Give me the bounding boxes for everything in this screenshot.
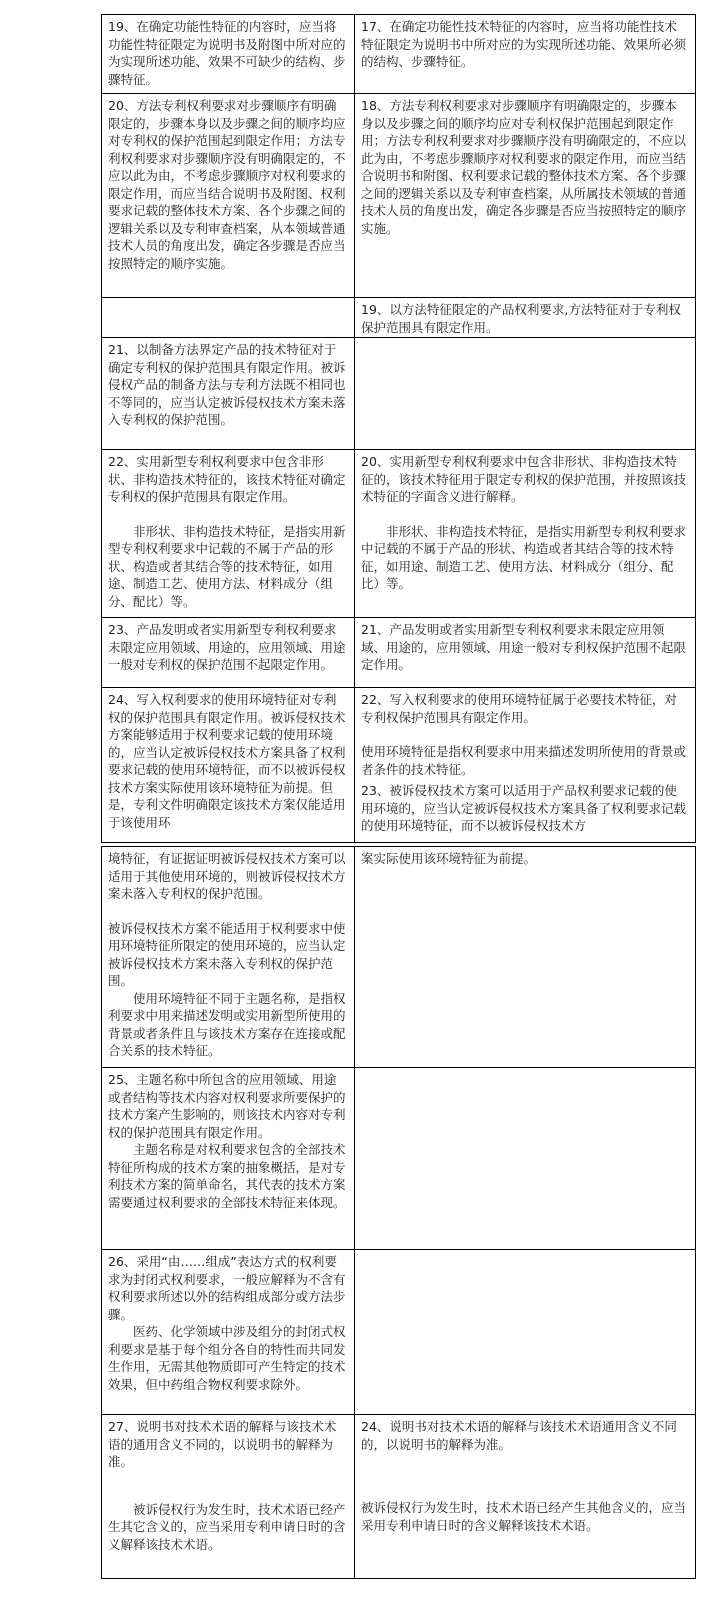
right-cell — [355, 15, 695, 93]
right-cell — [355, 298, 695, 337]
left-paragraph: 25、主题名称中所包含的应用领域、用途或者结构等技术内容对权利要求所要保护的技术方案产生影响的，则该技术内容对专利权的保护范围具有限定作用。 — [108, 1072, 346, 1140]
right-paragraph: 使用环境特征是指权利要求中用来描述发明所使用的背景或者条件的技术特征。 — [361, 744, 687, 777]
right-cell — [355, 1415, 695, 1578]
left-paragraph: 19、在确定功能性特征的内容时，应当将功能性特征限定为说明书及附图中所对应的为实现所述功能、效果不可缺少的结构、步骤特征。 — [108, 19, 346, 87]
right-paragraph: 案实际使用该环境特征为前提。 — [361, 851, 537, 866]
left-paragraph: 被诉侵权技术方案不能适用于权利要求中使用环境特征所限定的使用环境的，应当认定被诉侵权技术方案未落入专利权的保护范围。 — [108, 920, 346, 988]
left-cell — [102, 338, 355, 449]
left-paragraph: 24、写入权利要求的使用环境特征对专利权的保护范围具有限定作用。被诉侵权技术方案能够适用于权利要求记载的使用环境的，应当认定被诉侵权技术方案具备了权利要求记载的使用环境特征，而不以被诉侵权技术方案实际使用该环境特征为前提。但是，专利文件明确限定该技术方案仅能适用于该使用环 — [108, 692, 346, 830]
left-paragraph: 21、以制备方法界定产品的技术特征对于确定专利权的保护范围具有限定作用。被诉侵权产品的制备方法与专利方法既不相同也不等同的，应当认定被诉侵权技术方案未落入专利权的保护范围。 — [108, 342, 346, 427]
left-paragraph: 26、采用“由……组成”表达方式的权利要求为封闭式权利要求，一般应解释为不含有权利要求所述以外的结构组成部分或方法步骤。 — [108, 1254, 346, 1322]
right-cell — [355, 688, 695, 842]
right-paragraph: 18、方法专利权利要求对步骤顺序有明确限定的，步骤本身以及步骤之间的顺序均应对专利权保护范围起到限定作用；方法专利权利要求对步骤顺序没有明确限定的，不应以此为由，不考虑步骤顺序对权利要求的限定作用，而应当结合说明书和附图、权利要求记载的整体技术方案、各个步骤之间的逻辑关系以及专利审查档案，从所属技术领域的普通技术人员的角度出发，确定各步骤是否应当按照特定的顺序实施。 — [361, 98, 687, 236]
table-row — [102, 297, 695, 337]
left-paragraph: 境特征，有证据证明被诉侵权技术方案可以适用于其他使用环境的，则被诉侵权技术方案未落入专利权的保护范围。 — [108, 851, 346, 901]
left-cell — [102, 450, 355, 617]
right-paragraph: 20、实用新型专利权利要求中包含非形状、非构造技术特征的，该技术特征用于限定专利权的保护范围，并按照该技术特征的字面含义进行解释。 — [361, 454, 687, 504]
table-row — [102, 1249, 695, 1414]
left-paragraph: 非形状、非构造技术特征，是指实用新型专利权利要求中记载的不属于产品的形状、构造或者其结合等的技术特征，如用途、制造工艺、使用方法、材料成分（组分、配比）等。 — [108, 523, 346, 609]
comparison-table-part-2 — [101, 846, 696, 1579]
table-row — [102, 449, 695, 617]
table-row — [102, 1414, 695, 1578]
right-cell-empty — [355, 338, 695, 449]
right-paragraph: 21、产品发明或者实用新型专利权利要求未限定应用领域、用途的，应用领域、用途一般对专利权保护范围不起限定作用。 — [361, 622, 687, 672]
right-paragraph: 23、被诉侵权技术方案可以适用于产品权利要求记载的使用环境的，应当认定被诉侵权技术方案具备了权利要求记载的使用环境特征，而不以被诉侵权技术方 — [361, 783, 687, 833]
left-paragraph: 使用环境特征不同于主题名称，是指权利要求中用来描述发明或实用新型所使用的背景或者条件且与该技术方案存在连接或配合关系的技术特征。 — [108, 990, 346, 1058]
right-paragraph: 19、以方法特征限定的产品权利要求,方法特征对于专利权保护范围具有限定作用。 — [361, 302, 681, 335]
right-cell — [355, 450, 695, 617]
left-paragraph: 22、实用新型专利权利要求中包含非形状、非构造技术特征的，该技术特征对确定专利权的保护范围具有限定作用。 — [108, 454, 346, 504]
right-paragraph: 被诉侵权行为发生时，技术术语已经产生其他含义的，应当采用专利申请日时的含义解释该技术术语。 — [361, 1500, 687, 1533]
left-cell — [102, 15, 355, 93]
left-cell — [102, 1415, 355, 1578]
right-cell-empty — [355, 1068, 695, 1249]
right-paragraph: 非形状、非构造技术特征，是指实用新型专利权利要求中记载的不属于产品的形状、构造或者其结合等的技术特征，如用途、制造工艺、使用方法、材料成分（组分、配比）等。 — [361, 523, 687, 591]
left-cell — [102, 94, 355, 297]
left-paragraph: 医药、化学领域中涉及组分的封闭式权利要求是基于每个组分各自的特性而共同发生作用，无需其他物质即可产生特定的技术效果，但中药组合物权利要求除外。 — [108, 1324, 346, 1392]
left-paragraph: 27、说明书对技术术语的解释与该技术术语的通用含义不同的，以说明书的解释为准。 — [108, 1419, 337, 1469]
left-paragraph: 被诉侵权行为发生时，技术术语已经产生其它含义的，应当采用专利申请日时的含义解释该技术术语。 — [108, 1501, 346, 1552]
left-cell — [102, 847, 355, 1067]
right-paragraph: 22、写入权利要求的使用环境特征属于必要技术特征，对专利权保护范围具有限定作用。 — [361, 692, 677, 725]
table-row — [102, 337, 695, 449]
right-paragraph: 24、说明书对技术术语的解释与该技术术语通用含义不同的，以说明书的解释为准。 — [361, 1419, 677, 1452]
table-row — [102, 15, 695, 93]
right-cell — [355, 847, 695, 1067]
table-row — [102, 847, 695, 1067]
left-cell — [102, 618, 355, 687]
left-cell — [102, 1250, 355, 1414]
left-cell-empty — [102, 298, 355, 337]
right-paragraph: 17、在确定功能性技术特征的内容时，应当将功能性技术特征限定为说明书中所对应的为实现所述功能、效果所必须的结构、步骤特征。 — [361, 19, 687, 69]
left-paragraph: 23、产品发明或者实用新型专利权利要求未限定应用领域、用途的，应用领域、用途一般对专利权的保护范围不起限定作用。 — [108, 622, 346, 672]
left-cell — [102, 1068, 355, 1249]
right-cell-empty — [355, 1250, 695, 1414]
table-row — [102, 93, 695, 297]
left-paragraph: 20、方法专利权利要求对步骤顺序有明确限定的，步骤本身以及步骤之间的顺序均应对专利权的保护范围起到限定作用；方法专利权利要求对步骤顺序没有明确限定的，不应以此为由，不考虑步骤顺序对权利要求的限定作用，而应当结合说明书及附图、权利要求记载的整体技术方案、各个步骤之间的逻辑关系以及专利审查档案，从本领域普通技术人员的角度出发，确定各步骤是否应当按照特定的顺序实施。 — [108, 98, 346, 271]
table-row — [102, 617, 695, 687]
left-cell — [102, 688, 355, 842]
table-row — [102, 1067, 695, 1249]
right-cell — [355, 618, 695, 687]
right-cell — [355, 94, 695, 297]
left-paragraph: 主题名称是对权利要求包含的全部技术特征所构成的技术方案的抽象概括，是对专利技术方案的简单命名，其代表的技术方案需要通过权利要求的全部技术特征来体现。 — [108, 1142, 346, 1210]
table-row — [102, 687, 695, 842]
comparison-table-part-1 — [101, 14, 696, 843]
